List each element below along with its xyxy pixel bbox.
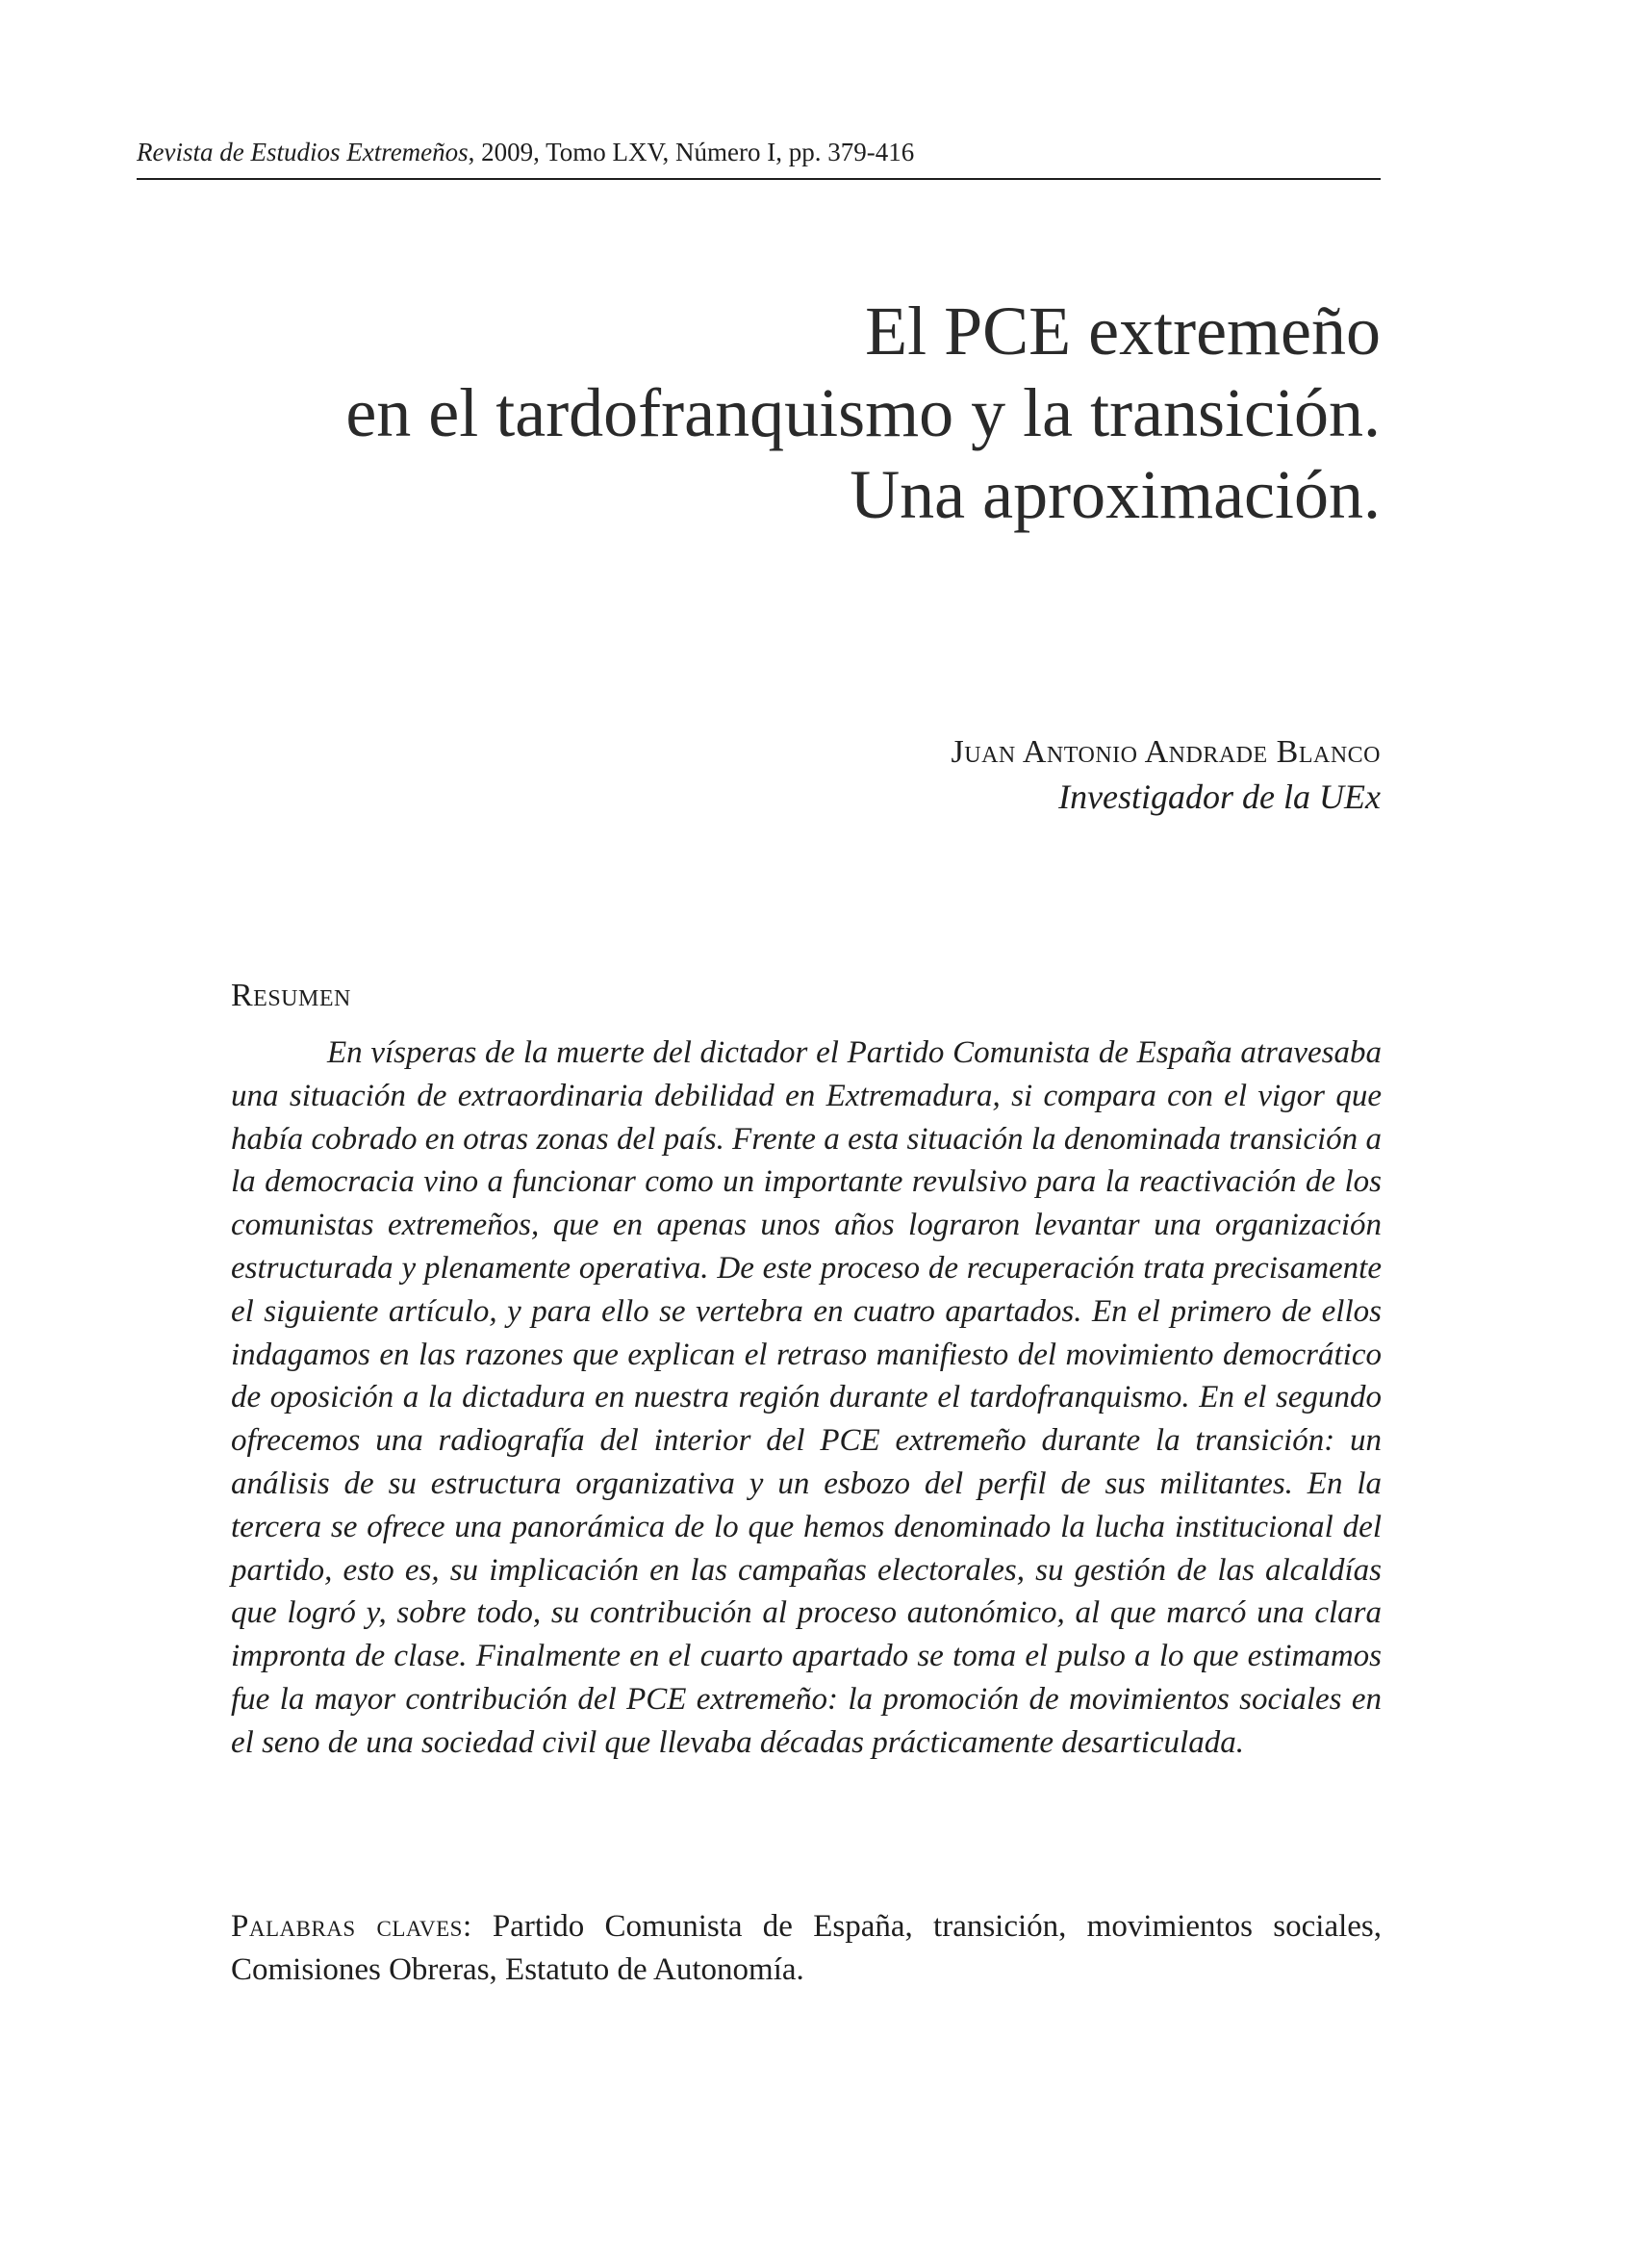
keywords (231, 1905, 1382, 1992)
journal-details: , 2009, Tomo LXV, Número I, pp. 379-416 (468, 138, 915, 166)
running-header (137, 136, 1381, 168)
title-line-3: Una aproximación. (850, 456, 1381, 533)
title-line-1: El PCE extremeño (865, 293, 1381, 370)
header-rule (137, 178, 1381, 180)
abstract-text: En vísperas de la muerte del dictador el Partido Comunista de España atravesaba una situación de extraordinaria debilidad en Extremadura, si compara con el vigor que había cobrado en otras zonas del país. Frente a esta situación la denominada transición a la democracia vino a funcionar como un importante revulsivo para la reactivación de los comunistas extremeños, que en apenas unos años lograron levantar una organización estructurada y plenamente operativa. De este proceso de recuperación trata precisamente el siguiente artículo, y para ello se vertebra en cuatro apartados. En el primero de ellos indagamos en las razones que explican el retraso manifiesto del movimiento democrático de oposición a la dictadura en nuestra región durante el tardofranquismo. En el segundo ofrecemos una radiografía del interior del PCE extremeño durante la transición: un análisis de su estructura organizativa y un esbozo del perfil de sus militantes. En la tercera se ofrece una panorámica de lo que hemos denominado la lucha institucional del partido, esto es, su implicación en las campañas electorales, su gestión de las alcaldías que logró y, sobre todo, su contribución al proceso autonómico, al que marcó una clara impronta de clase. Finalmente en el cuarto apartado se toma el pulso a lo que estimamos fue la mayor contribución del PCE extremeño: la promoción de movimientos sociales en el seno de una sociedad civil que llevaba décadas prácticamente desarticulada. (231, 1035, 1382, 1760)
author-block (515, 731, 1381, 820)
keywords-text: Partido Comunista de España, transición, movimientos sociales, Comisiones Obreras, Estatuto de Autonomía. (231, 1909, 1383, 1987)
abstract-heading: Resumen (231, 978, 351, 1013)
title-line-2: en el tardofranquismo y la transición. (345, 374, 1381, 451)
keywords-label: Palabras claves: (231, 1909, 472, 1944)
journal-name: Revista de Estudios Extremeños (137, 138, 469, 166)
article-title (168, 291, 1381, 536)
author-name: Juan Antonio Andrade Blanco (951, 734, 1381, 770)
author-affiliation: Investigador de la UEx (1058, 777, 1381, 816)
